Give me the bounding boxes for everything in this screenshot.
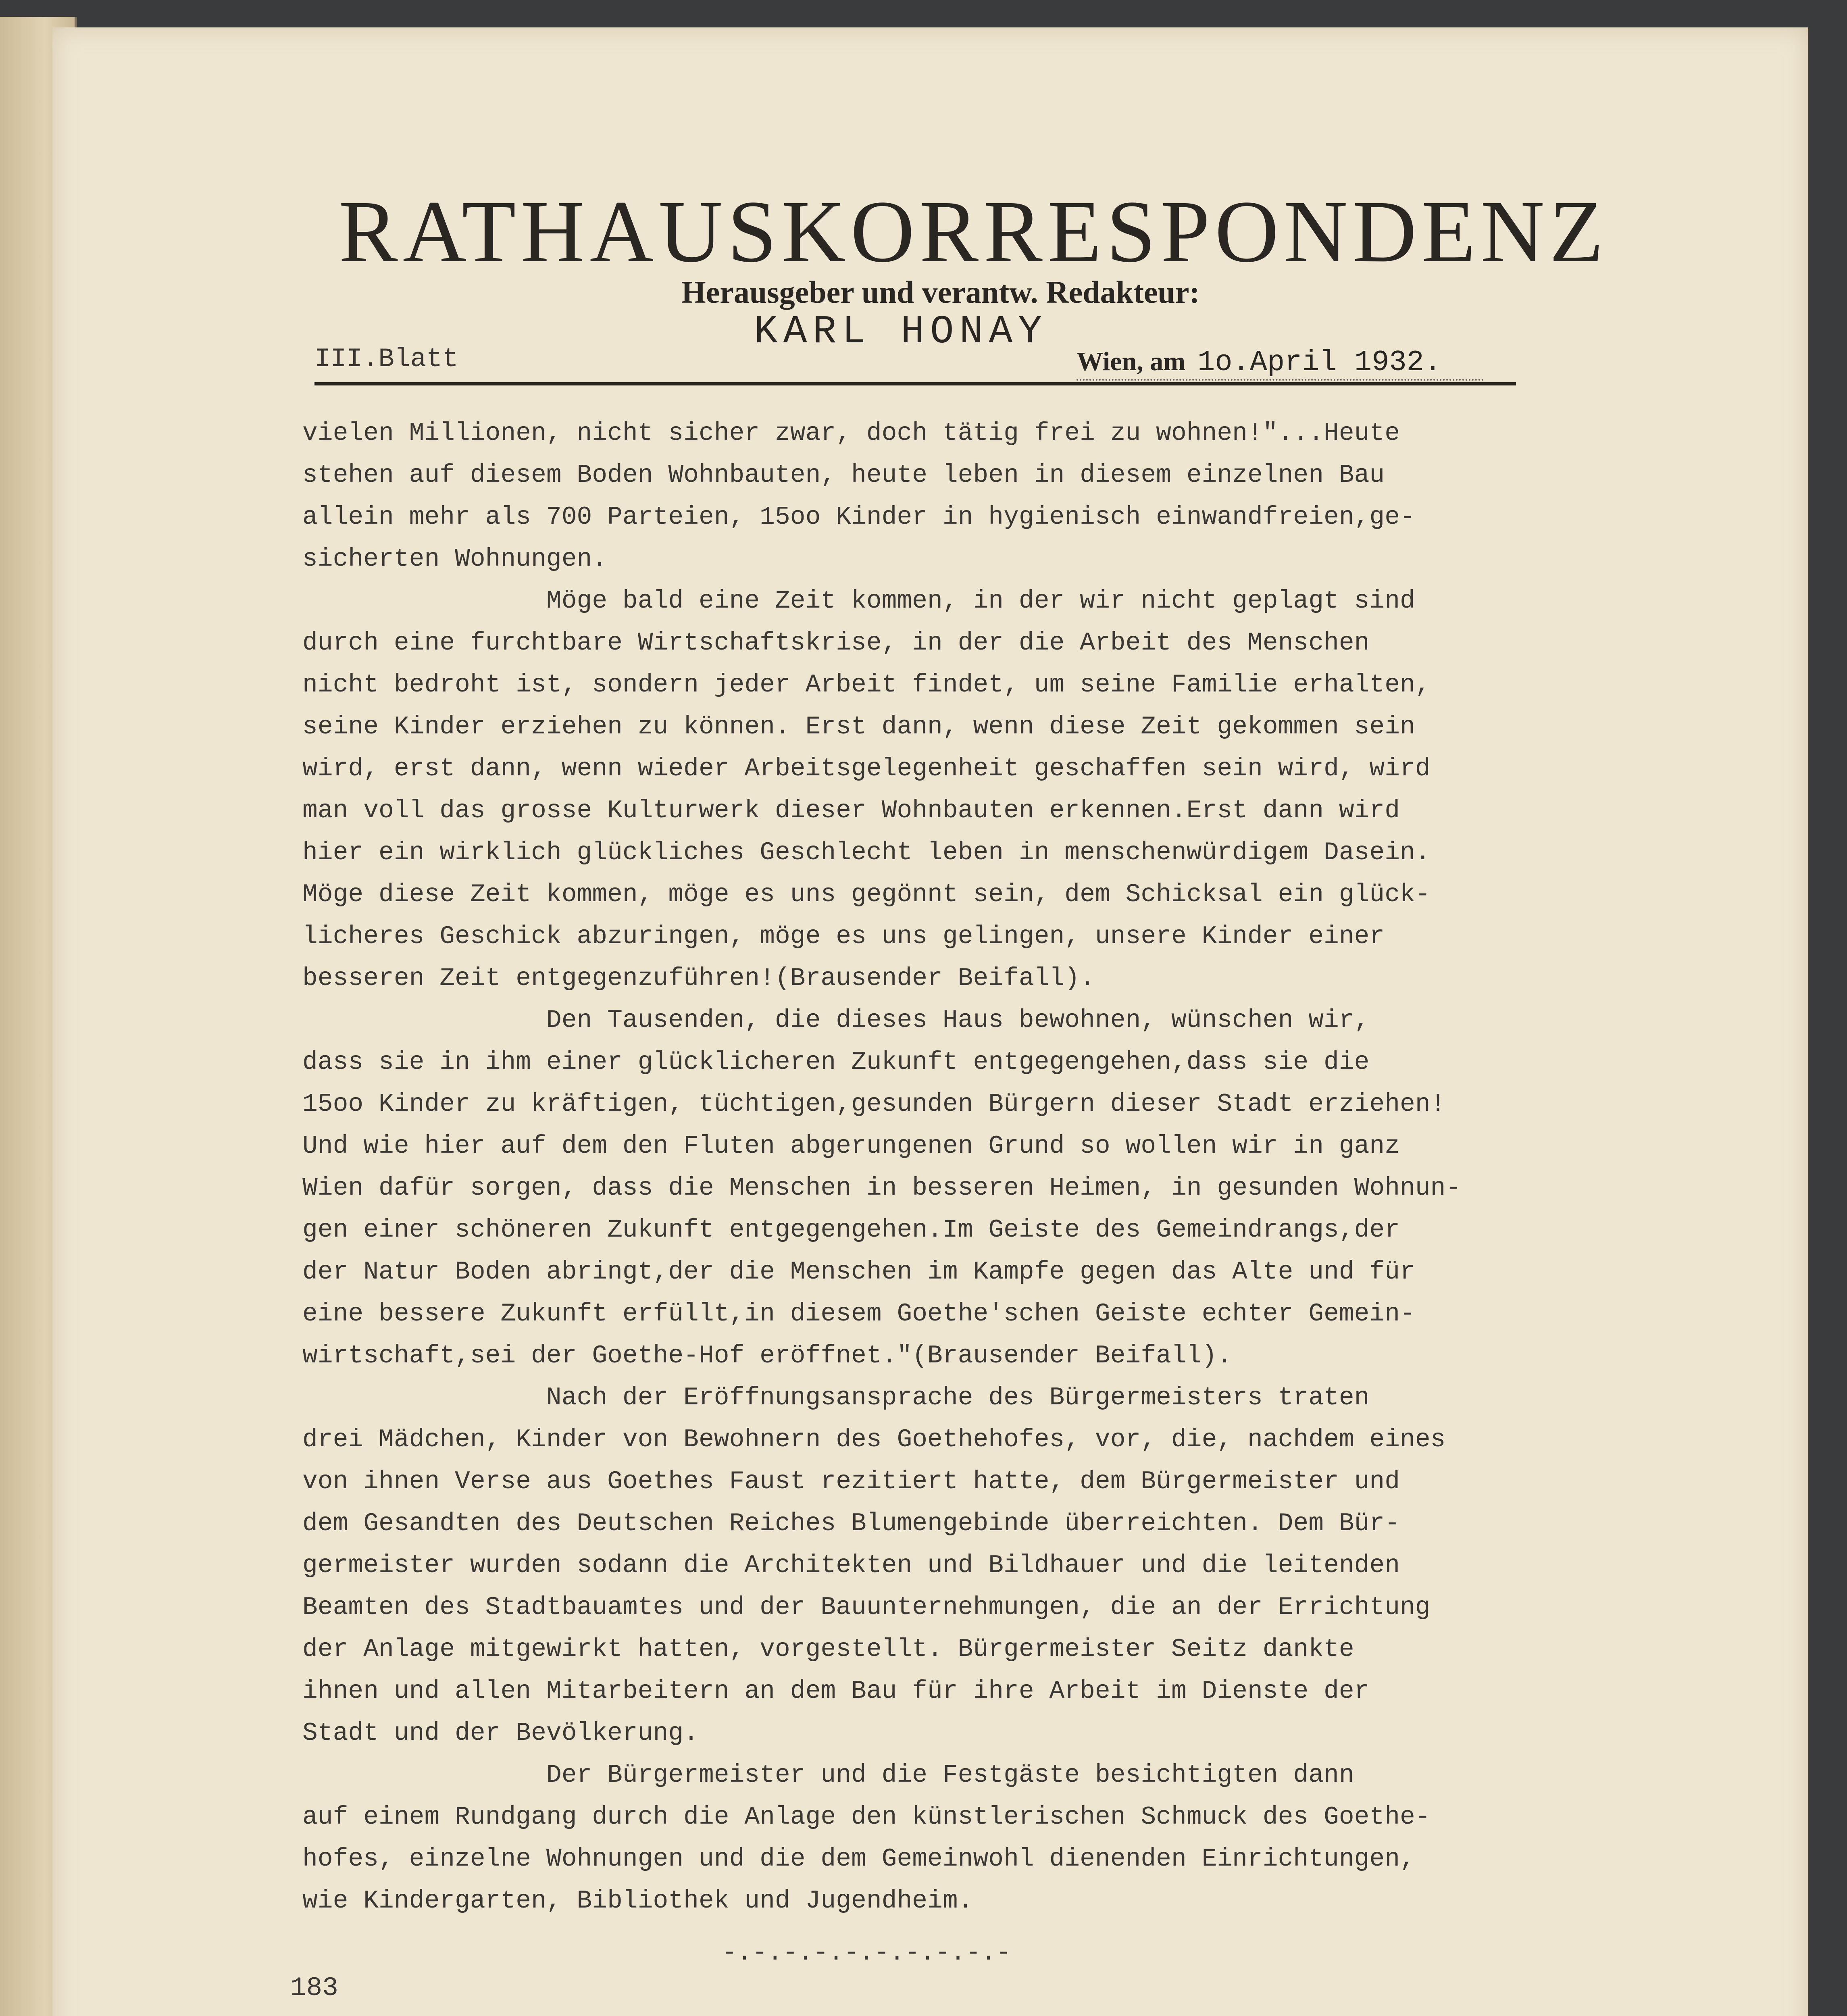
place-date [1077,346,1484,381]
document-page [52,27,1808,2016]
paragraph: vielen Millionen, nicht sicher zwar, doch tätig frei zu wohnen!"...Heute stehen auf diesem Boden Wohnbauten, heute leben in diesem einzelnen Bau allein mehr als 700 Parteien, 15oo Kinder in hygienisch einwandfreien,ge- sicherten Wohnungen. [302,419,1415,573]
paragraph: Den Tausenden, die dieses Haus bewohnen, wünschen wir, dass sie in ihm einer glücklicheren Zukunft entgegengehen,dass sie die 15oo Kinder zu kräftigen, tüchtigen,gesunden Bürgern dieser Stadt erziehen! Und wie hier auf dem den Fluten abgerungenen Grund so wollen wir in ganz Wien dafür sorgen, dass die Menschen in besseren Heimen, in gesunden Wohnun- gen einer schöneren Zukunft entgegengehen.Im Geiste des Gemeindrangs,der der Natur Boden abringt,der die Menschen im Kampfe gegen das Alte und für eine bessere Zukunft erfüllt,in diesem Goethe'schen Geiste echter Gemein- wirtschaft,sei der Goethe-Hof eröffnet."(Brausender Beifall). [302,1006,1461,1370]
page-number: 183 [290,1973,338,2003]
date-value: 1o.April 1932. [1197,346,1442,379]
header-rule [314,382,1516,385]
paragraph: Möge bald eine Zeit kommen, in der wir nicht geplagt sind durch eine furchtbare Wirtschaftskrise, in der die Arbeit des Menschen nicht bedroht ist, sondern jeder Arbeit findet, um seine Familie erhalten, seine Kinder erziehen zu können. Erst dann, wenn diese Zeit gekommen sein wird, erst dann, wenn wieder Arbeitsgelegenheit geschaffen sein wird, wird man voll das grosse Kulturwerk dieser Wohnbauten erkennen.Erst dann wird hier ein wirklich glückliches Geschlecht leben in menschenwürdigem Dasein. Möge diese Zeit kommen, möge es uns gegönnt sein, dem Schicksal ein glück- licheres Geschick abzuringen, möge es uns gelingen, unsere Kinder einer besseren Zeit entgegenzuführen!(Brausender Beifall). [302,587,1431,993]
sheet-label: III.Blatt [314,344,458,374]
section-separator: -.-.-.-.-.-.-.-.-.- [722,1939,1012,1967]
publisher-line: Herausgeber und verantw. Redakteur: [681,275,1200,310]
paragraph: Nach der Eröffnungsansprache des Bürgermeisters traten drei Mädchen, Kinder von Bewohnern des Goethehofes, vor, die, nachdem eines von ihnen Verse aus Goethes Faust rezitiert hatte, dem Bürgermeister und dem Gesandten des Deutschen Reiches Blumengebinde überreichten. Dem Bür- germeister wurden sodann die Architekten und Bildhauer und die leitenden Beamten des Stadtbauamtes und der Bauunternehmungen, die an der Errichtung der Anlage mitgewirkt hatten, vorgestellt. Bürgermeister Seitz dankte ihnen und allen Mitarbeitern an dem Bau für ihre Arbeit im Dienste der Stadt und der Bevölkerung. [302,1383,1446,1747]
body-text [302,412,1572,1922]
paragraph: Der Bürgermeister und die Festgäste besichtigten dann auf einem Rundgang durch die Anlage den künstlerischen Schmuck des Goethe- hofes, einzelne Wohnungen und die dem Gemeinwohl dienenden Einrichtungen, wie Kindergarten, Bibliothek und Jugendheim. [302,1761,1431,1915]
editor-name: KARL HONAY [754,310,1048,354]
masthead-title: RATHAUSKORRESPONDENZ [339,182,1609,281]
place-label: Wien, am [1077,347,1186,376]
